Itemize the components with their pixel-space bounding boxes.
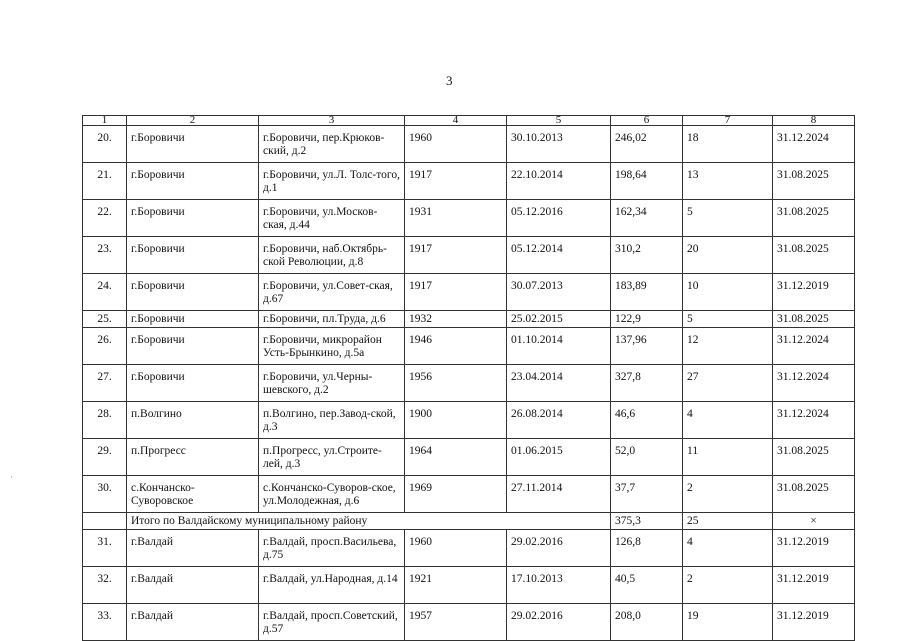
deadline-cell: 31.08.2025 bbox=[773, 163, 855, 200]
people-cell: 19 bbox=[683, 604, 773, 641]
address-cell: г.Боровичи, пер.Крюков-ский, д.2 bbox=[259, 126, 405, 163]
column-header: 7 bbox=[683, 116, 773, 126]
table-row bbox=[83, 126, 855, 163]
table-row bbox=[83, 274, 855, 311]
column-header: 1 bbox=[83, 116, 127, 126]
locality-cell: п.Прогресс bbox=[127, 439, 259, 476]
area-cell: 40,5 bbox=[611, 567, 683, 604]
people-cell: 2 bbox=[683, 567, 773, 604]
area-cell: 310,2 bbox=[611, 237, 683, 274]
year-cell: 1900 bbox=[405, 402, 507, 439]
table-row bbox=[83, 439, 855, 476]
date-cell: 30.07.2013 bbox=[507, 274, 611, 311]
locality-cell: г.Боровичи bbox=[127, 365, 259, 402]
row-number: 30. bbox=[83, 476, 127, 513]
people-cell: 27 bbox=[683, 365, 773, 402]
table-row bbox=[83, 604, 855, 641]
address-cell: с.Кончанско-Суворов-ское, ул.Молодежная, д.6 bbox=[259, 476, 405, 513]
row-number: 24. bbox=[83, 274, 127, 311]
total-label: Итого по Валдайскому муниципальному району bbox=[127, 513, 611, 530]
row-number: 23. bbox=[83, 237, 127, 274]
total-blank bbox=[83, 513, 127, 530]
row-number: 28. bbox=[83, 402, 127, 439]
address-cell: г.Боровичи, микрорайон Усть-Брынкино, д.5а bbox=[259, 328, 405, 365]
area-cell: 246,02 bbox=[611, 126, 683, 163]
row-number: 25. bbox=[83, 311, 127, 328]
date-cell: 29.02.2016 bbox=[507, 604, 611, 641]
area-cell: 37,7 bbox=[611, 476, 683, 513]
deadline-cell: 31.12.2024 bbox=[773, 328, 855, 365]
deadline-cell: 31.12.2019 bbox=[773, 530, 855, 567]
date-cell: 25.02.2015 bbox=[507, 311, 611, 328]
date-cell: 29.02.2016 bbox=[507, 530, 611, 567]
year-cell: 1964 bbox=[405, 439, 507, 476]
area-cell: 46,6 bbox=[611, 402, 683, 439]
row-number: 26. bbox=[83, 328, 127, 365]
deadline-cell: 31.12.2019 bbox=[773, 604, 855, 641]
deadline-cell: 31.12.2024 bbox=[773, 365, 855, 402]
people-cell: 13 bbox=[683, 163, 773, 200]
table-row bbox=[83, 237, 855, 274]
date-cell: 26.08.2014 bbox=[507, 402, 611, 439]
address-cell: г.Валдай, просп.Советский, д.57 bbox=[259, 604, 405, 641]
row-number: 32. bbox=[83, 567, 127, 604]
year-cell: 1917 bbox=[405, 163, 507, 200]
row-number: 22. bbox=[83, 200, 127, 237]
total-area: 375,3 bbox=[611, 513, 683, 530]
area-cell: 126,8 bbox=[611, 530, 683, 567]
area-cell: 137,96 bbox=[611, 328, 683, 365]
row-number: 29. bbox=[83, 439, 127, 476]
date-cell: 23.04.2014 bbox=[507, 365, 611, 402]
deadline-cell: 31.12.2024 bbox=[773, 126, 855, 163]
locality-cell: г.Валдай bbox=[127, 530, 259, 567]
people-cell: 4 bbox=[683, 402, 773, 439]
address-cell: г.Валдай, ул.Народная, д.14 bbox=[259, 567, 405, 604]
people-cell: 20 bbox=[683, 237, 773, 274]
people-cell: 18 bbox=[683, 126, 773, 163]
address-cell: г.Боровичи, ул.Черны-шевского, д.2 bbox=[259, 365, 405, 402]
locality-cell: г.Боровичи bbox=[127, 237, 259, 274]
deadline-cell: 31.08.2025 bbox=[773, 200, 855, 237]
year-cell: 1946 bbox=[405, 328, 507, 365]
date-cell: 30.10.2013 bbox=[507, 126, 611, 163]
column-header: 2 bbox=[127, 116, 259, 126]
address-cell: г.Боровичи, ул.Л. Толс-того, д.1 bbox=[259, 163, 405, 200]
column-header: 8 bbox=[773, 116, 855, 126]
people-cell: 2 bbox=[683, 476, 773, 513]
people-cell: 11 bbox=[683, 439, 773, 476]
column-header: 5 bbox=[507, 116, 611, 126]
address-cell: г.Боровичи, наб.Октябрь-ской Революции, д.8 bbox=[259, 237, 405, 274]
table-row bbox=[83, 200, 855, 237]
housing-table bbox=[82, 115, 855, 641]
deadline-cell: 31.08.2025 bbox=[773, 237, 855, 274]
deadline-cell: 31.12.2024 bbox=[773, 402, 855, 439]
table-row bbox=[83, 402, 855, 439]
locality-cell: п.Волгино bbox=[127, 402, 259, 439]
table-row bbox=[83, 567, 855, 604]
table-row bbox=[83, 163, 855, 200]
address-cell: г.Боровичи, ул.Совет-ская, д.67 bbox=[259, 274, 405, 311]
area-cell: 327,8 bbox=[611, 365, 683, 402]
table-row bbox=[83, 328, 855, 365]
table-row bbox=[83, 365, 855, 402]
year-cell: 1957 bbox=[405, 604, 507, 641]
stray-mark: · bbox=[10, 472, 13, 482]
total-people: 25 bbox=[683, 513, 773, 530]
page-number: 3 bbox=[446, 73, 453, 88]
date-cell: 27.11.2014 bbox=[507, 476, 611, 513]
row-number: 31. bbox=[83, 530, 127, 567]
deadline-cell: 31.12.2019 bbox=[773, 274, 855, 311]
locality-cell: г.Валдай bbox=[127, 567, 259, 604]
date-cell: 01.10.2014 bbox=[507, 328, 611, 365]
address-cell: г.Боровичи, ул.Москов-ская, д.44 bbox=[259, 200, 405, 237]
locality-cell: г.Боровичи bbox=[127, 126, 259, 163]
locality-cell: г.Боровичи bbox=[127, 328, 259, 365]
row-number: 20. bbox=[83, 126, 127, 163]
area-cell: 198,64 bbox=[611, 163, 683, 200]
area-cell: 52,0 bbox=[611, 439, 683, 476]
year-cell: 1960 bbox=[405, 530, 507, 567]
address-cell: г.Боровичи, пл.Труда, д.6 bbox=[259, 311, 405, 328]
deadline-cell: 31.12.2019 bbox=[773, 567, 855, 604]
address-cell: г.Валдай, просп.Васильева, д.75 bbox=[259, 530, 405, 567]
area-cell: 122,9 bbox=[611, 311, 683, 328]
year-cell: 1969 bbox=[405, 476, 507, 513]
locality-cell: г.Валдай bbox=[127, 604, 259, 641]
column-header: 3 bbox=[259, 116, 405, 126]
column-header: 6 bbox=[611, 116, 683, 126]
address-cell: п.Прогресс, ул.Строите-лей, д.3 bbox=[259, 439, 405, 476]
people-cell: 12 bbox=[683, 328, 773, 365]
deadline-cell: 31.08.2025 bbox=[773, 311, 855, 328]
area-cell: 208,0 bbox=[611, 604, 683, 641]
date-cell: 22.10.2014 bbox=[507, 163, 611, 200]
people-cell: 4 bbox=[683, 530, 773, 567]
date-cell: 01.06.2015 bbox=[507, 439, 611, 476]
locality-cell: с.Кончанско-Суворовское bbox=[127, 476, 259, 513]
total-deadline: × bbox=[773, 513, 855, 530]
table-row bbox=[83, 476, 855, 513]
total-row bbox=[83, 513, 855, 530]
locality-cell: г.Боровичи bbox=[127, 274, 259, 311]
area-cell: 183,89 bbox=[611, 274, 683, 311]
people-cell: 10 bbox=[683, 274, 773, 311]
address-cell: п.Волгино, пер.Завод-ской, д.3 bbox=[259, 402, 405, 439]
deadline-cell: 31.08.2025 bbox=[773, 439, 855, 476]
locality-cell: г.Боровичи bbox=[127, 311, 259, 328]
row-number: 33. bbox=[83, 604, 127, 641]
locality-cell: г.Боровичи bbox=[127, 163, 259, 200]
year-cell: 1931 bbox=[405, 200, 507, 237]
area-cell: 162,34 bbox=[611, 200, 683, 237]
year-cell: 1956 bbox=[405, 365, 507, 402]
year-cell: 1932 bbox=[405, 311, 507, 328]
deadline-cell: 31.08.2025 bbox=[773, 476, 855, 513]
header-row bbox=[83, 116, 855, 126]
column-header: 4 bbox=[405, 116, 507, 126]
people-cell: 5 bbox=[683, 311, 773, 328]
row-number: 21. bbox=[83, 163, 127, 200]
date-cell: 17.10.2013 bbox=[507, 567, 611, 604]
people-cell: 5 bbox=[683, 200, 773, 237]
year-cell: 1917 bbox=[405, 237, 507, 274]
row-number: 27. bbox=[83, 365, 127, 402]
year-cell: 1917 bbox=[405, 274, 507, 311]
table-row bbox=[83, 530, 855, 567]
year-cell: 1960 bbox=[405, 126, 507, 163]
date-cell: 05.12.2016 bbox=[507, 200, 611, 237]
date-cell: 05.12.2014 bbox=[507, 237, 611, 274]
table-row bbox=[83, 311, 855, 328]
year-cell: 1921 bbox=[405, 567, 507, 604]
locality-cell: г.Боровичи bbox=[127, 200, 259, 237]
